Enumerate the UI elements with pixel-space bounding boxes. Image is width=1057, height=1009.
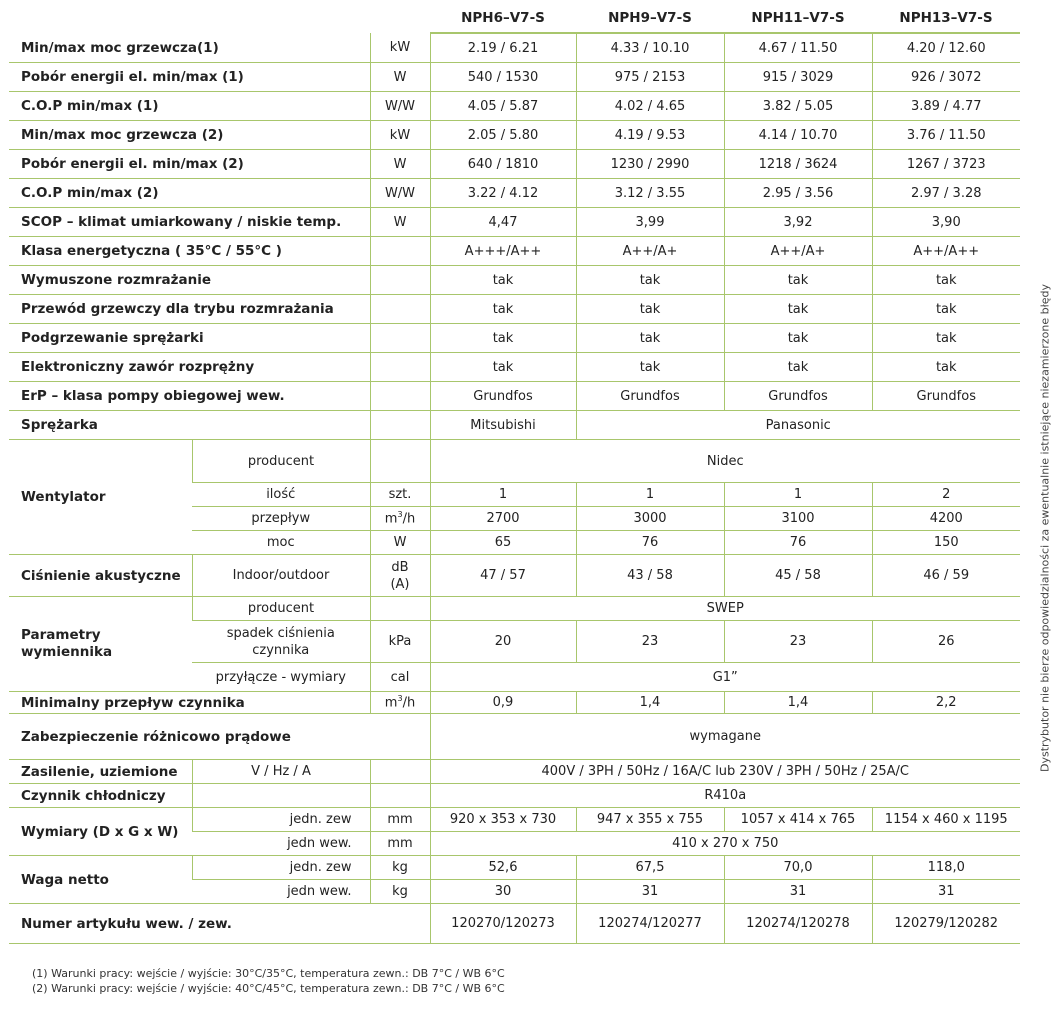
- sub-label: jedn wew.: [192, 832, 370, 856]
- cell-value: 46 / 59: [872, 555, 1020, 597]
- cell-value: R410a: [430, 784, 1020, 808]
- table-row: [9, 856, 1020, 880]
- cell-value: 1: [724, 483, 872, 507]
- cell-value: 410 x 270 x 750: [430, 832, 1020, 856]
- table-row: [9, 440, 1020, 483]
- unit-text: /h: [402, 511, 416, 527]
- row-label: Numer artykułu wew. / zew.: [9, 904, 430, 944]
- unit-sup: 3: [397, 694, 403, 704]
- cell-value: 1154 x 460 x 1195: [872, 808, 1020, 832]
- row-unit: [370, 507, 430, 531]
- table-row: [9, 324, 1020, 353]
- row-label: Zasilenie, uziemione: [9, 760, 192, 784]
- row-label: Min/max moc grzewcza (2): [9, 121, 370, 150]
- table-row: [9, 714, 1020, 760]
- row-label: ErP – klasa pompy obiegowej wew.: [9, 382, 370, 411]
- table-row: [9, 266, 1020, 295]
- cell-value: Grundfos: [576, 382, 724, 411]
- cell-value: 640 / 1810: [430, 150, 576, 179]
- label-line: czynnika: [252, 642, 310, 658]
- cell-value: 47 / 57: [430, 555, 576, 597]
- cell-value: tak: [724, 295, 872, 324]
- cell-value: tak: [430, 324, 576, 353]
- cell-value: 1: [430, 483, 576, 507]
- cell-value: 67,5: [576, 856, 724, 880]
- table-row: [9, 92, 1020, 121]
- cell-value: wymagane: [430, 714, 1020, 760]
- cell-value: 26: [872, 621, 1020, 663]
- row-label: Przewód grzewczy dla trybu rozmrażania: [9, 295, 370, 324]
- row-label: Wymiary (D x G x W): [9, 808, 192, 856]
- cell-value: tak: [576, 324, 724, 353]
- cell-value: 76: [724, 531, 872, 555]
- row-label: SCOP – klimat umiarkowany / niskie temp.: [9, 208, 370, 237]
- table-row: [9, 295, 1020, 324]
- row-label: Czynnik chłodniczy: [9, 784, 192, 808]
- cell-value: 3.22 / 4.12: [430, 179, 576, 208]
- model-header: NPH6–V7-S: [430, 4, 576, 33]
- cell-value: 65: [430, 531, 576, 555]
- table-header-row: [9, 4, 1020, 33]
- disclaimer-note: Dystrybutor nie bierze odpowiedzialności za ewentualnie istniejące niezamierzone błędy: [1038, 284, 1052, 772]
- table-row: [9, 237, 1020, 266]
- row-label: Wentylator: [9, 440, 192, 555]
- cell-value: Grundfos: [724, 382, 872, 411]
- row-label: C.O.P min/max (2): [9, 179, 370, 208]
- footnote: (2) Warunki pracy: wejście / wyjście: 40°C/45°C, temperatura zewn.: DB 7°C / WB 6°C: [32, 982, 505, 995]
- unit-text: m: [384, 511, 398, 527]
- cell-value: A++/A+: [724, 237, 872, 266]
- row-unit: [370, 760, 430, 784]
- cell-value: 4.19 / 9.53: [576, 121, 724, 150]
- row-unit: W: [370, 150, 430, 179]
- row-unit: [370, 597, 430, 621]
- cell-value: 1,4: [724, 692, 872, 714]
- model-header: NPH13–V7-S: [872, 4, 1020, 33]
- cell-value: tak: [872, 324, 1020, 353]
- cell-value: tak: [872, 295, 1020, 324]
- cell-value: 2.05 / 5.80: [430, 121, 576, 150]
- cell-value: 20: [430, 621, 576, 663]
- cell-value: 4.05 / 5.87: [430, 92, 576, 121]
- cell-value: 23: [576, 621, 724, 663]
- label-line: wymiennika: [21, 644, 113, 660]
- cell-value: 400V / 3PH / 50Hz / 16A/C lub 230V / 3PH / 50Hz / 25A/C: [430, 760, 1020, 784]
- row-unit: [370, 555, 430, 597]
- table-row: [9, 179, 1020, 208]
- row-label: Minimalny przepływ czynnika: [9, 692, 370, 714]
- row-unit: W: [370, 63, 430, 92]
- row-label: Podgrzewanie sprężarki: [9, 324, 370, 353]
- table-row: [9, 411, 1020, 440]
- cell-value: A++/A++: [872, 237, 1020, 266]
- table-row: [9, 150, 1020, 179]
- cell-value: A+++/A++: [430, 237, 576, 266]
- cell-value: 3.76 / 11.50: [872, 121, 1020, 150]
- cell-value: 975 / 2153: [576, 63, 724, 92]
- cell-value: Mitsubishi: [430, 411, 576, 440]
- cell-value: 52,6: [430, 856, 576, 880]
- table-row: [9, 121, 1020, 150]
- row-unit: [370, 353, 430, 382]
- table-row: [9, 784, 1020, 808]
- label-line: spadek ciśnienia: [226, 625, 335, 641]
- table-row: [9, 63, 1020, 92]
- cell-value: 920 x 353 x 730: [430, 808, 576, 832]
- row-unit: W/W: [370, 179, 430, 208]
- unit-text: dB: [391, 559, 409, 575]
- table-row: [9, 808, 1020, 832]
- cell-value: 4.14 / 10.70: [724, 121, 872, 150]
- cell-value: 0,9: [430, 692, 576, 714]
- cell-value: G1”: [430, 663, 1020, 692]
- model-header: NPH9–V7-S: [576, 4, 724, 33]
- table-row: [9, 208, 1020, 237]
- row-unit: [370, 237, 430, 266]
- cell-value: 45 / 58: [724, 555, 872, 597]
- cell-value: 23: [724, 621, 872, 663]
- row-label: Klasa energetyczna ( 35°C / 55°C ): [9, 237, 370, 266]
- cell-value: tak: [872, 266, 1020, 295]
- row-unit: [370, 440, 430, 483]
- cell-value: 1218 / 3624: [724, 150, 872, 179]
- cell-value: 1230 / 2990: [576, 150, 724, 179]
- cell-value: 4.02 / 4.65: [576, 92, 724, 121]
- cell-value: 2: [872, 483, 1020, 507]
- row-unit: [370, 411, 430, 440]
- cell-value: 31: [724, 880, 872, 904]
- row-unit: [370, 324, 430, 353]
- cell-value: 1,4: [576, 692, 724, 714]
- cell-value: 31: [576, 880, 724, 904]
- row-label: Pobór energii el. min/max (2): [9, 150, 370, 179]
- cell-value: tak: [724, 353, 872, 382]
- sub-label: [192, 621, 370, 663]
- row-label: Elektroniczny zawór rozprężny: [9, 353, 370, 382]
- row-label: Waga netto: [9, 856, 192, 904]
- model-header: NPH11–V7-S: [724, 4, 872, 33]
- cell-value: 118,0: [872, 856, 1020, 880]
- sub-label: jedn. zew: [192, 808, 370, 832]
- row-label: Sprężarka: [9, 411, 370, 440]
- row-label: Ciśnienie akustyczne: [9, 555, 192, 597]
- unit-sup: 3: [397, 510, 403, 520]
- cell-value: 2,2: [872, 692, 1020, 714]
- spec-table: [9, 4, 1020, 944]
- cell-value: 2700: [430, 507, 576, 531]
- cell-value: 120279/120282: [872, 904, 1020, 944]
- cell-value: 540 / 1530: [430, 63, 576, 92]
- table-row: [9, 33, 1020, 63]
- cell-value: 3,90: [872, 208, 1020, 237]
- cell-value: Grundfos: [872, 382, 1020, 411]
- sub-label: jedn wew.: [192, 880, 370, 904]
- footnote: (1) Warunki pracy: wejście / wyjście: 30°C/35°C, temperatura zewn.: DB 7°C / WB 6°C: [32, 967, 505, 980]
- row-unit: [370, 295, 430, 324]
- cell-value: 4,47: [430, 208, 576, 237]
- cell-value: 3.12 / 3.55: [576, 179, 724, 208]
- row-unit: kPa: [370, 621, 430, 663]
- cell-value: tak: [430, 266, 576, 295]
- cell-value: 150: [872, 531, 1020, 555]
- table-row: [9, 760, 1020, 784]
- cell-value: 70,0: [724, 856, 872, 880]
- row-label: Wymuszone rozmrażanie: [9, 266, 370, 295]
- cell-value: 31: [872, 880, 1020, 904]
- cell-value: 3000: [576, 507, 724, 531]
- sub-label: moc: [192, 531, 370, 555]
- unit-text: /h: [402, 695, 416, 711]
- sub-label: producent: [192, 597, 370, 621]
- row-unit: [370, 692, 430, 714]
- cell-value: 2.97 / 3.28: [872, 179, 1020, 208]
- row-unit: szt.: [370, 483, 430, 507]
- cell-value: 1057 x 414 x 765: [724, 808, 872, 832]
- row-unit: kW: [370, 121, 430, 150]
- table-row: [9, 382, 1020, 411]
- row-unit: W: [370, 208, 430, 237]
- cell-value: Panasonic: [576, 411, 1020, 440]
- cell-value: 926 / 3072: [872, 63, 1020, 92]
- cell-value: 2.19 / 6.21: [430, 33, 576, 63]
- cell-value: 120274/120278: [724, 904, 872, 944]
- cell-value: 30: [430, 880, 576, 904]
- cell-value: tak: [576, 295, 724, 324]
- row-unit: kg: [370, 880, 430, 904]
- sub-label: producent: [192, 440, 370, 483]
- row-label: [9, 597, 192, 692]
- cell-value: tak: [430, 295, 576, 324]
- footnotes: [32, 966, 505, 996]
- cell-value: tak: [576, 353, 724, 382]
- row-unit: W: [370, 531, 430, 555]
- row-unit: mm: [370, 808, 430, 832]
- row-unit: [370, 382, 430, 411]
- row-label: C.O.P min/max (1): [9, 92, 370, 121]
- cell-value: 3.82 / 5.05: [724, 92, 872, 121]
- row-unit: cal: [370, 663, 430, 692]
- cell-value: 1267 / 3723: [872, 150, 1020, 179]
- unit-text: m: [384, 695, 398, 711]
- cell-value: 3,92: [724, 208, 872, 237]
- cell-value: tak: [430, 353, 576, 382]
- row-unit: [370, 266, 430, 295]
- cell-value: 2.95 / 3.56: [724, 179, 872, 208]
- cell-value: 3.89 / 4.77: [872, 92, 1020, 121]
- row-unit: kg: [370, 856, 430, 880]
- row-label: Zabezpieczenie różnicowo prądowe: [9, 714, 430, 760]
- cell-value: 4.20 / 12.60: [872, 33, 1020, 63]
- sub-label: [192, 784, 370, 808]
- table-row: [9, 904, 1020, 944]
- cell-value: 4200: [872, 507, 1020, 531]
- row-label: Min/max moc grzewcza(1): [9, 33, 370, 63]
- sub-label: przyłącze - wymiary: [192, 663, 370, 692]
- cell-value: 915 / 3029: [724, 63, 872, 92]
- cell-value: Grundfos: [430, 382, 576, 411]
- cell-value: 3,99: [576, 208, 724, 237]
- sub-label: V / Hz / A: [192, 760, 370, 784]
- cell-value: 43 / 58: [576, 555, 724, 597]
- table-row: [9, 597, 1020, 621]
- cell-value: 1: [576, 483, 724, 507]
- table-row: [9, 555, 1020, 597]
- cell-value: tak: [724, 324, 872, 353]
- cell-value: 76: [576, 531, 724, 555]
- sub-label: jedn. zew: [192, 856, 370, 880]
- unit-text: (A): [390, 576, 410, 592]
- cell-value: SWEP: [430, 597, 1020, 621]
- cell-value: tak: [872, 353, 1020, 382]
- table-row: [9, 692, 1020, 714]
- cell-value: 120274/120277: [576, 904, 724, 944]
- sub-label: Indoor/outdoor: [192, 555, 370, 597]
- sub-label: przepływ: [192, 507, 370, 531]
- label-line: Parametry: [21, 627, 101, 643]
- row-unit: W/W: [370, 92, 430, 121]
- cell-value: Nidec: [430, 440, 1020, 483]
- cell-value: 3100: [724, 507, 872, 531]
- row-unit: [370, 784, 430, 808]
- cell-value: 947 x 355 x 755: [576, 808, 724, 832]
- row-unit: kW: [370, 33, 430, 63]
- cell-value: 4.67 / 11.50: [724, 33, 872, 63]
- cell-value: 4.33 / 10.10: [576, 33, 724, 63]
- cell-value: tak: [576, 266, 724, 295]
- cell-value: 120270/120273: [430, 904, 576, 944]
- cell-value: tak: [724, 266, 872, 295]
- row-label: Pobór energii el. min/max (1): [9, 63, 370, 92]
- sub-label: ilość: [192, 483, 370, 507]
- row-unit: mm: [370, 832, 430, 856]
- table-row: [9, 353, 1020, 382]
- cell-value: A++/A+: [576, 237, 724, 266]
